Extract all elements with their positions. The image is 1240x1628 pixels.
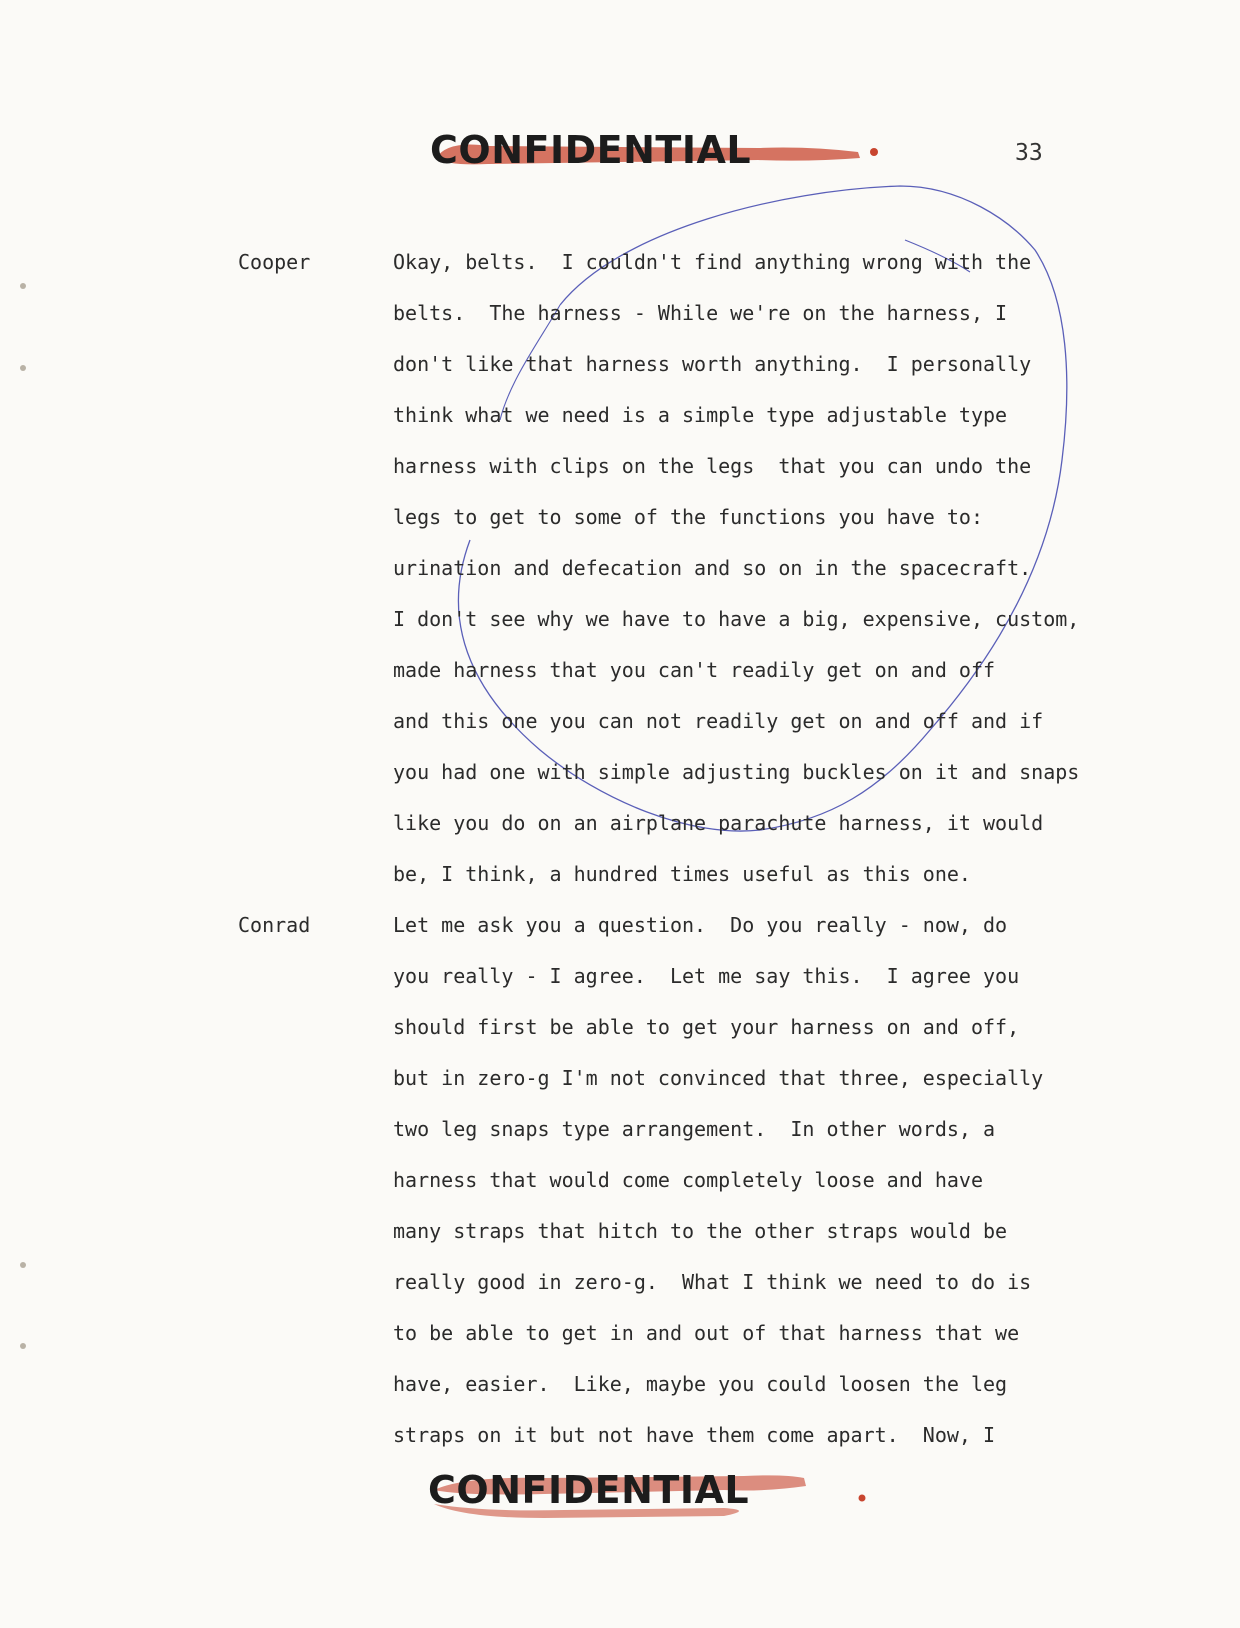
transcript-line: really good in zero-g. What I think we need to do is: [393, 1270, 1032, 1294]
transcript-line: like you do on an airplane parachute harness, it would: [393, 811, 1044, 835]
margin-mark: [20, 1262, 26, 1268]
transcript-line: urination and defecation and so on in the spacecraft.: [393, 556, 1032, 580]
transcript-line: you really - I agree. Let me say this. I agree you: [393, 964, 1020, 988]
transcript-line: straps on it but not have them come apart. Now, I: [393, 1423, 996, 1447]
margin-mark: [20, 1343, 26, 1349]
margin-mark: [20, 365, 26, 371]
transcript-line: have, easier. Like, maybe you could loosen the leg: [393, 1372, 1008, 1396]
margin-mark: [20, 283, 26, 289]
transcript-line: but in zero-g I'm not convinced that three, especially: [393, 1066, 1044, 1090]
transcript-line: and this one you can not readily get on and off and if: [393, 709, 1044, 733]
transcript-line: many straps that hitch to the other straps would be: [393, 1219, 1008, 1243]
transcript-line: to be able to get in and out of that harness that we: [393, 1321, 1020, 1345]
confidential-stamp-top: CONFIDENTIAL: [430, 128, 752, 172]
transcript-line: legs to get to some of the functions you have to:: [393, 505, 984, 529]
transcript-line: Okay, belts. I couldn't find anything wrong with the: [393, 250, 1032, 274]
transcript-line: two leg snaps type arrangement. In other words, a: [393, 1117, 996, 1141]
transcript-line: harness with clips on the legs that you can undo the: [393, 454, 1032, 478]
transcript-line: I don't see why we have to have a big, expensive, custom,: [393, 607, 1080, 631]
transcript-line: should first be able to get your harness on and off,: [393, 1015, 1020, 1039]
speaker-label: Conrad: [238, 913, 311, 937]
page-number: 33: [1015, 140, 1043, 166]
transcript-line: belts. The harness - While we're on the harness, I: [393, 301, 1008, 325]
speaker-label: Cooper: [238, 250, 311, 274]
transcript-line: you had one with simple adjusting buckles on it and snaps: [393, 760, 1080, 784]
transcript-line: harness that would come completely loose and have: [393, 1168, 984, 1192]
transcript-line: don't like that harness worth anything. I personally: [393, 352, 1032, 376]
confidential-stamp-bottom: CONFIDENTIAL: [428, 1468, 750, 1512]
transcript-line: made harness that you can't readily get on and off: [393, 658, 996, 682]
transcript-line: Let me ask you a question. Do you really - now, do: [393, 913, 1008, 937]
transcript-line: be, I think, a hundred times useful as this one.: [393, 862, 971, 886]
transcript-line: think what we need is a simple type adjustable type: [393, 403, 1008, 427]
